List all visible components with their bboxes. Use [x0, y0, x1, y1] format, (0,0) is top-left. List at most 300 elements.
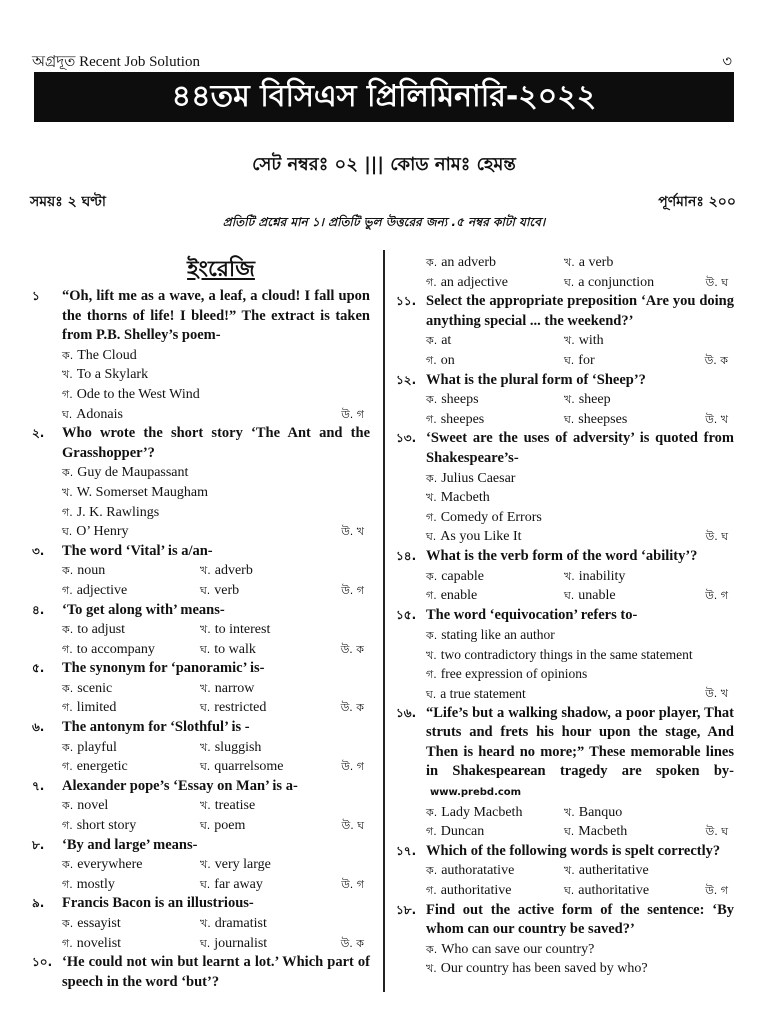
option-text: sluggish — [214, 739, 262, 755]
option-label: খ. — [426, 491, 437, 505]
option-text: Julius Caesar — [441, 470, 516, 486]
option — [564, 410, 627, 430]
option-label: গ. — [62, 505, 73, 519]
option-label: খ. — [564, 334, 575, 348]
option-label: ঘ. — [62, 407, 73, 421]
option — [426, 410, 484, 430]
question-text — [426, 704, 734, 803]
answer-key: উ. খ — [341, 525, 364, 539]
option-text: two contradictory things in the same statement — [440, 646, 693, 662]
option-label: খ. — [564, 864, 575, 878]
option-text: authoritative — [578, 883, 650, 898]
option-row — [32, 757, 370, 777]
option-text: capable — [441, 568, 484, 584]
question — [396, 704, 734, 803]
option-text: an adjective — [440, 274, 508, 290]
option-label: গ. — [426, 510, 437, 524]
option-label: গ. — [62, 701, 73, 715]
option-row — [32, 561, 370, 581]
option-text: a verb — [578, 255, 614, 270]
question-text — [426, 842, 734, 862]
option-label: ক. — [426, 942, 438, 956]
question-number: ৪. — [32, 602, 45, 617]
answer-key: উ. ক — [340, 642, 364, 656]
question — [32, 424, 370, 463]
option-text: a conjunction — [578, 274, 655, 290]
option-label: ক. — [62, 466, 74, 480]
option-label: ক. — [426, 569, 438, 583]
option — [564, 567, 625, 587]
option-row — [396, 664, 734, 684]
option-text: poem — [214, 818, 246, 834]
option-label: ঘ. — [564, 825, 575, 839]
question-text — [426, 901, 734, 940]
question — [396, 901, 734, 940]
option-text: Our country has been saved by who? — [440, 961, 648, 977]
option — [426, 822, 484, 842]
option-label: ক. — [62, 564, 74, 578]
question-number: ১৭. — [396, 843, 417, 858]
option-label: ঘ. — [62, 525, 73, 539]
option-row — [32, 365, 370, 385]
option-text: sheepses — [578, 411, 628, 427]
answer-key: উ. ক — [704, 353, 728, 367]
question — [32, 601, 370, 621]
option-row — [396, 351, 734, 371]
option-row — [396, 940, 734, 960]
question — [32, 659, 370, 679]
option-text: an adverb — [441, 255, 497, 270]
option — [200, 796, 255, 816]
question-text-content: The word ‘equivocation’ refers to- — [426, 606, 638, 623]
option-text: autheritative — [578, 863, 649, 879]
option — [426, 273, 508, 293]
question-text-content: “Life’s but a walking shadow, a poor player, That struts and frets his hour upon the stage, And Then is heard no more;” These memorable lines in Shakespearean tragedy are spoken by- — [426, 704, 734, 780]
option — [62, 796, 108, 816]
option-row — [396, 803, 734, 823]
option-row — [396, 645, 734, 665]
question — [32, 894, 370, 914]
option-row — [396, 253, 734, 273]
option-label: ঘ. — [564, 884, 575, 897]
option-row — [396, 508, 734, 528]
question-number: ১৫. — [396, 607, 417, 622]
option-label: ঘ. — [564, 275, 575, 289]
option-label: গ. — [62, 760, 73, 774]
question-number: ১ — [32, 289, 40, 303]
option-label: খ. — [564, 393, 575, 407]
option-row — [32, 640, 370, 660]
option — [564, 861, 649, 881]
option-label: খ. — [200, 681, 211, 695]
option-text: short story — [76, 818, 137, 834]
option-row — [32, 385, 370, 405]
option-label: ঘ. — [200, 877, 211, 891]
option-text: far away — [214, 876, 263, 892]
option-text: journalist — [214, 935, 268, 951]
option-label: ক. — [426, 629, 438, 643]
question-number: ১৬. — [396, 705, 417, 720]
option-text: Macbeth — [578, 824, 628, 840]
option-row — [396, 273, 734, 293]
option-row — [32, 463, 370, 483]
option — [426, 803, 522, 823]
option-label: ক. — [62, 858, 74, 872]
option — [62, 738, 117, 758]
question-text-content: Select the appropriate preposition ‘Are you doing anything special ... the weekend?’ — [426, 293, 734, 329]
option-label: গ. — [426, 412, 437, 426]
answer-key: উ. গ — [341, 760, 364, 774]
set-code-line: সেট নম্বরঃ ০২ ||| কোড নামঃ হেমন্ত — [252, 154, 516, 175]
answer-key: উ. ক — [340, 936, 364, 950]
option-label: গ. — [62, 387, 73, 401]
question-text-content: ‘Sweet are the uses of adversity’ is quoted from Shakespeare’s- — [426, 430, 734, 466]
option-row — [396, 861, 734, 881]
option-label: ঘ. — [200, 701, 211, 715]
exam-title-banner — [34, 72, 734, 122]
option-label: ঘ. — [564, 353, 575, 367]
option-label: ক. — [426, 393, 438, 407]
option — [564, 586, 616, 606]
question — [396, 547, 734, 567]
option-row — [32, 581, 370, 601]
option-row — [396, 822, 734, 842]
option-text: mostly — [76, 876, 115, 892]
left-column — [32, 253, 370, 992]
option-text: energetic — [76, 759, 128, 775]
option-row — [32, 914, 370, 934]
option-label: ক. — [62, 740, 74, 754]
question-number: ৫. — [32, 661, 45, 676]
option — [62, 620, 125, 640]
option-text: essayist — [77, 916, 121, 931]
question-text-content: The antonym for ‘Slothful’ is - — [62, 719, 250, 736]
option-row — [32, 522, 370, 542]
question-text — [426, 371, 734, 391]
option-text: to walk — [214, 641, 256, 657]
option-label: ক. — [62, 799, 74, 813]
question — [396, 292, 734, 331]
answer-key: উ. গ — [705, 884, 728, 897]
question-number: ৩. — [32, 543, 45, 558]
option — [62, 816, 136, 836]
option-text: inability — [578, 568, 626, 584]
answer-key: উ. গ — [341, 877, 364, 891]
question-number: ১৮. — [396, 902, 417, 917]
option-label: ক. — [426, 256, 438, 269]
option-label: খ. — [200, 799, 211, 813]
question-number: ২. — [32, 426, 45, 441]
question — [32, 542, 370, 562]
option-label: ঘ. — [426, 530, 437, 544]
option-label: খ. — [62, 368, 73, 382]
option-label: গ. — [62, 583, 73, 597]
option-row — [32, 875, 370, 895]
question-number: ৯. — [32, 896, 45, 911]
answer-key: উ. গ — [705, 589, 728, 603]
option — [564, 331, 604, 351]
option-text: at — [441, 333, 452, 349]
question-text-content: ‘To get along with’ means- — [62, 601, 225, 618]
option-text: Banquo — [578, 804, 623, 820]
option — [62, 698, 116, 718]
option — [200, 620, 270, 640]
answer-key: উ. খ — [705, 412, 728, 426]
option — [62, 757, 128, 777]
option-label: ঘ. — [200, 583, 211, 597]
option — [200, 934, 267, 954]
option-text: authoritative — [440, 883, 512, 898]
option-text: sheep — [578, 392, 611, 408]
option — [564, 822, 627, 842]
option — [200, 640, 256, 660]
option-text: Guy de Maupassant — [77, 465, 189, 481]
option-label: গ. — [426, 825, 437, 839]
option-row — [32, 855, 370, 875]
question-text-content: Francis Bacon is an illustrious- — [62, 895, 254, 912]
option-text: Macbeth — [440, 490, 490, 506]
option — [200, 855, 271, 875]
option-row — [32, 934, 370, 954]
option-label: ক. — [426, 471, 438, 485]
question-text-content: The synonym for ‘panoramic’ is- — [62, 660, 265, 677]
question-number: ৮. — [32, 837, 45, 852]
answer-key: উ. ঘ — [705, 275, 728, 289]
option — [62, 914, 121, 934]
option-text: adjective — [76, 582, 128, 598]
option-row — [396, 527, 734, 547]
question-text — [426, 429, 734, 468]
question-text — [426, 606, 734, 626]
option-row — [396, 959, 734, 979]
option-text: everywhere — [77, 857, 143, 873]
question-text-content: ‘By and large’ means- — [62, 836, 198, 853]
question-text-content: Alexander pope’s ‘Essay on Man’ is a- — [62, 777, 298, 794]
question-text — [62, 287, 370, 346]
option-label: খ. — [200, 564, 211, 578]
option-text: restricted — [214, 700, 267, 716]
option-text: stating like an author — [441, 627, 555, 643]
option-text: authoratative — [441, 863, 515, 879]
option-text: Adonais — [76, 406, 123, 422]
option — [200, 698, 266, 718]
option-text: for — [578, 352, 595, 368]
question-text — [62, 601, 370, 621]
option — [62, 875, 115, 895]
option-text: treatise — [214, 798, 256, 814]
option-text: Lady Macbeth — [441, 804, 523, 820]
option — [426, 567, 484, 587]
answer-key: উ. ঘ — [341, 819, 364, 833]
option-text: novel — [77, 798, 109, 814]
option — [564, 390, 611, 410]
option-text: The Cloud — [77, 347, 137, 363]
answer-key: উ. খ — [705, 687, 728, 701]
option — [62, 640, 155, 660]
option — [564, 253, 613, 273]
option-text: sheepes — [440, 411, 485, 427]
option-row — [396, 331, 734, 351]
question — [32, 836, 370, 856]
option — [426, 351, 455, 371]
option-label: ঘ. — [200, 936, 211, 950]
option — [62, 679, 112, 699]
site-watermark-text: www.prebd.com — [430, 787, 522, 799]
question-list-left — [32, 287, 370, 992]
option-label: ক. — [62, 681, 74, 695]
option-label: ঘ. — [200, 760, 211, 774]
question-number: ১২. — [396, 372, 417, 387]
option — [62, 934, 121, 954]
question-text — [62, 836, 370, 856]
question-text — [62, 718, 370, 738]
option-text: playful — [77, 739, 117, 755]
option-text: to adjust — [77, 622, 126, 638]
option-label: ঘ. — [564, 589, 575, 603]
option-label: গ. — [426, 353, 437, 367]
option-row — [32, 738, 370, 758]
question-text — [62, 542, 370, 562]
exam-time: সময়ঃ ২ ঘণ্টা — [30, 194, 106, 210]
question-text-content: Find out the active form of the sentence: ‘By whom can our country be saved?’ — [426, 901, 734, 938]
subject-heading: ইংরেজি — [187, 257, 255, 282]
question — [32, 953, 370, 992]
question-text-content: What is the plural form of ‘Sheep’? — [426, 371, 646, 388]
question-text-content: Who wrote the short story ‘The Ant and the Grasshopper’? — [62, 425, 370, 461]
answer-key: উ. ঘ — [705, 530, 728, 544]
question-text — [62, 424, 370, 463]
option — [200, 875, 263, 895]
option — [200, 914, 267, 934]
question-list-right — [396, 253, 734, 979]
option-label: গ. — [426, 275, 437, 289]
question — [32, 287, 370, 346]
option-label: ক. — [426, 334, 438, 348]
option — [62, 561, 105, 581]
option-row — [396, 586, 734, 606]
option-label: ক. — [426, 864, 438, 878]
option-label: গ. — [62, 936, 73, 950]
option-row — [32, 698, 370, 718]
option-text: on — [440, 352, 455, 368]
option-text: a true statement — [440, 686, 526, 702]
question-text-content: What is the verb form of the word ‘ability’? — [426, 547, 698, 564]
exam-title: ৪৪তম বিসিএস প্রিলিমিনারি-২০২২ — [171, 78, 597, 114]
option-label: খ. — [62, 485, 73, 499]
question — [32, 718, 370, 738]
option-label: খ. — [200, 917, 211, 930]
full-marks: পূর্ণমানঃ ২০০ — [658, 194, 736, 210]
option — [200, 816, 245, 836]
option-label: ক. — [62, 917, 74, 930]
option-row — [32, 405, 370, 425]
option — [426, 861, 514, 881]
option-row — [396, 410, 734, 430]
question-text-content: The word ‘Vital’ is a/an- — [62, 542, 213, 559]
option-text: verb — [214, 582, 240, 598]
option-label: খ. — [564, 569, 575, 583]
question-text-content: ‘He could not win but learnt a lot.’ Which part of speech in the word ‘but’? — [62, 954, 370, 990]
option — [564, 803, 622, 823]
option-label: খ. — [200, 740, 211, 754]
option-label: খ. — [200, 858, 211, 872]
option — [426, 390, 479, 410]
option-row — [32, 503, 370, 523]
option-label: গ. — [426, 668, 437, 682]
question-text-content: “Oh, lift me as a wave, a leaf, a cloud! I fall upon the thorns of life! I bleed!” The extract is taken from P.B. Shelley’s poem- — [62, 288, 370, 344]
answer-key: উ. গ — [341, 583, 364, 597]
option-text: enable — [440, 588, 478, 604]
option — [426, 331, 451, 351]
option-text: Comedy of Errors — [440, 509, 542, 525]
answer-key: উ. ক — [340, 701, 364, 715]
option-label: ক. — [62, 623, 74, 637]
option-text: narrow — [214, 680, 255, 696]
option — [426, 881, 511, 901]
option-label: ঘ. — [200, 819, 211, 833]
option-text: free expression of opinions — [440, 666, 588, 682]
option — [564, 351, 595, 371]
right-column — [396, 253, 734, 979]
option-text: Who can save our country? — [441, 941, 595, 957]
question-number: ১৪. — [396, 548, 417, 563]
option — [564, 273, 654, 293]
option-label: গ. — [426, 884, 437, 897]
option-text: to interest — [214, 622, 271, 638]
option-text: Ode to the West Wind — [76, 386, 200, 402]
option-row — [396, 684, 734, 704]
option-row — [32, 483, 370, 503]
option-row — [396, 881, 734, 901]
question-number: ১১. — [396, 294, 417, 309]
option-label: খ. — [564, 256, 575, 269]
option-text: quarrelsome — [214, 759, 284, 775]
option — [200, 679, 254, 699]
question-text — [426, 547, 734, 567]
option-text: To a Skylark — [76, 367, 149, 383]
question-number: ৭. — [32, 778, 45, 793]
answer-key: উ. গ — [341, 407, 364, 421]
option — [200, 738, 261, 758]
option-row — [396, 390, 734, 410]
option-label: গ. — [62, 642, 73, 656]
question — [396, 606, 734, 626]
question — [32, 777, 370, 797]
option-label: ঘ. — [564, 412, 575, 426]
question — [396, 371, 734, 391]
question-text — [62, 953, 370, 992]
answer-key: উ. ঘ — [705, 825, 728, 839]
option-row — [32, 346, 370, 366]
option — [62, 581, 127, 601]
option — [426, 253, 496, 273]
option-text: scenic — [77, 680, 113, 696]
option-text: W. Somerset Maugham — [76, 484, 209, 500]
option-row — [32, 816, 370, 836]
option-text: J. K. Rawlings — [76, 504, 160, 520]
option-row — [32, 796, 370, 816]
option — [200, 757, 284, 777]
page-number: ৩ — [722, 54, 732, 70]
option-row — [396, 567, 734, 587]
option-label: খ. — [426, 962, 437, 976]
option-text: Duncan — [440, 824, 485, 840]
question-number: ৬. — [32, 720, 45, 735]
option-label: খ. — [564, 805, 575, 819]
option-row — [396, 469, 734, 489]
option — [426, 586, 477, 606]
option-label: ঘ. — [200, 642, 211, 656]
